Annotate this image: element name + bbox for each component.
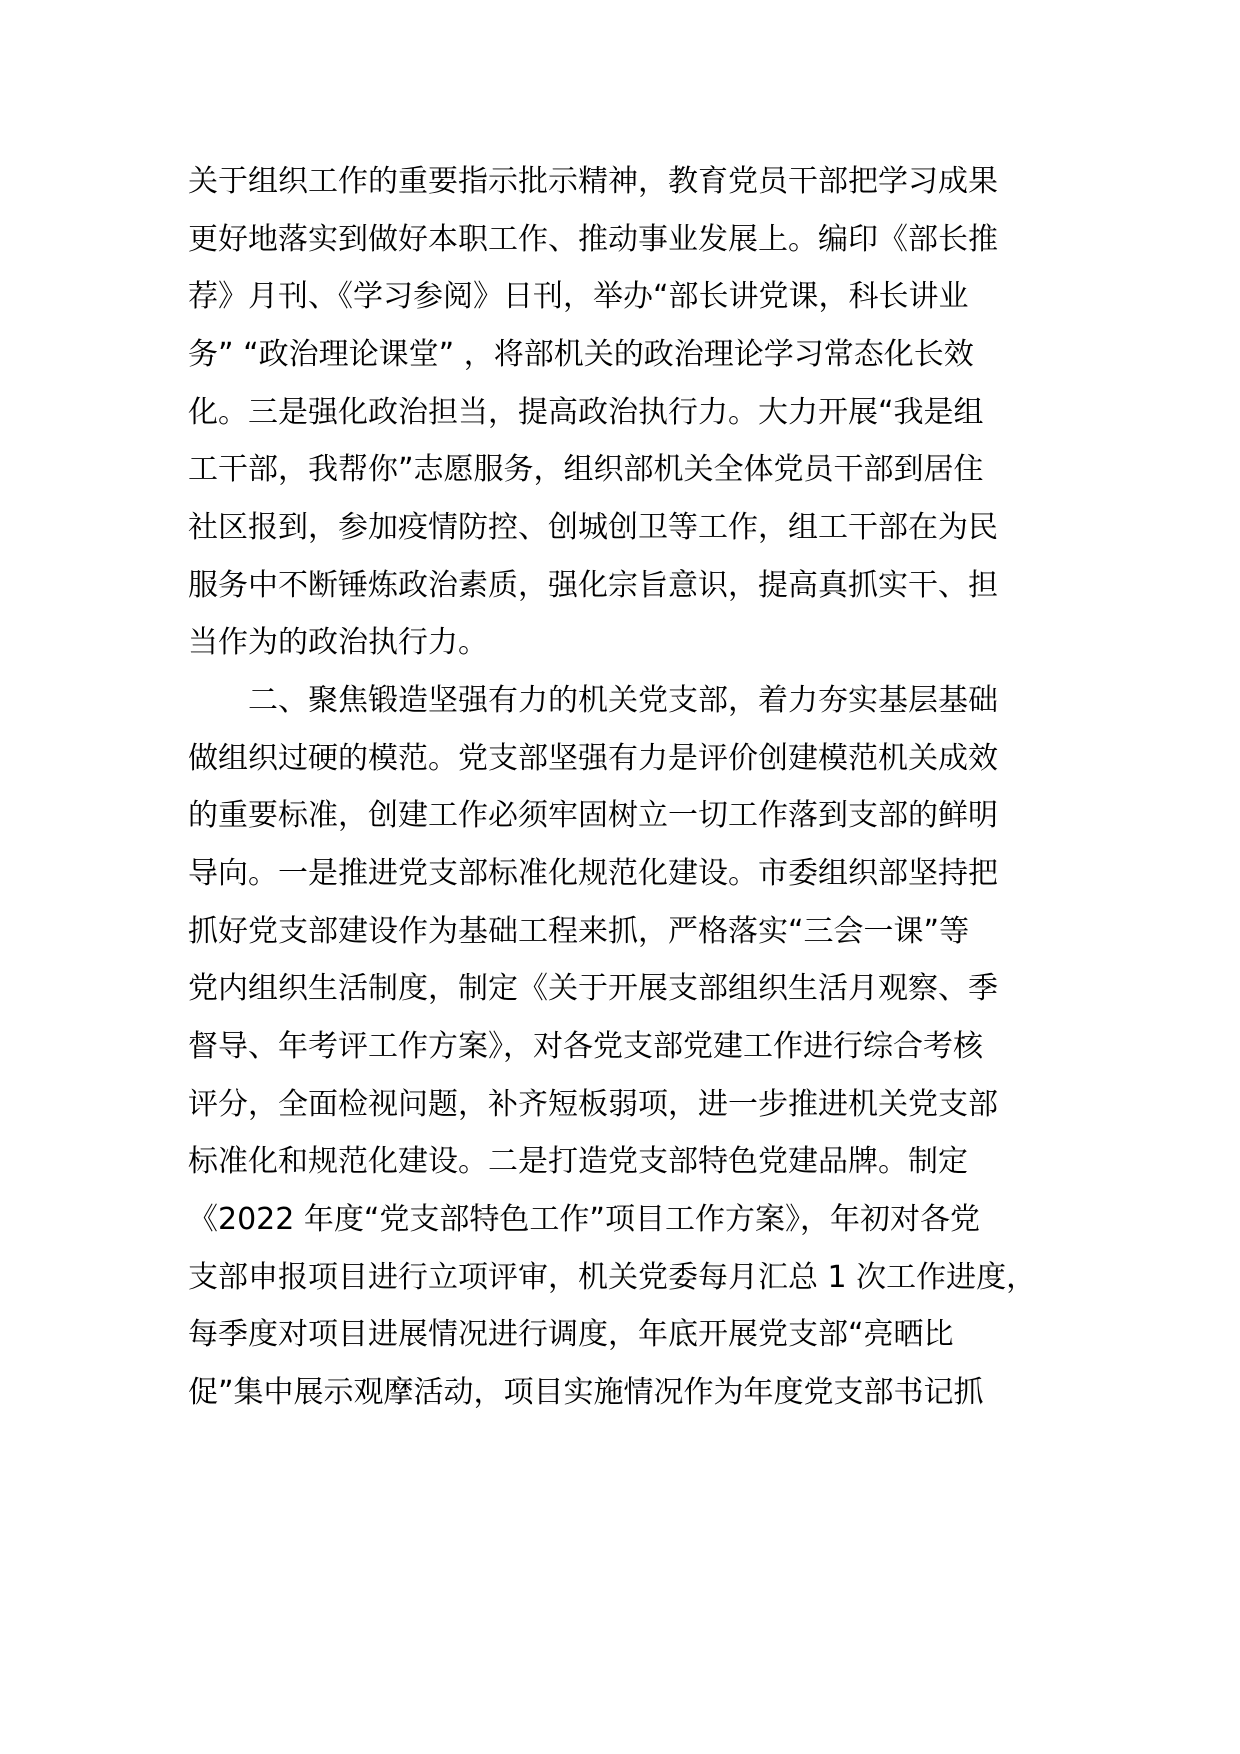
text-line: 党内组织生活制度，制定《关于开展支部组织生活月观察、季 xyxy=(188,971,998,1006)
paragraph-heading-line: 二、聚焦锻造坚强有力的机关党支部，着力夯实基层基础 xyxy=(248,683,998,718)
text-line: 导向。一是推进党支部标准化规范化建设。市委组织部坚持把 xyxy=(188,856,998,891)
text-line: 《2022 年度“党支部特色工作”项目工作方案》，年初对各党 xyxy=(188,1202,980,1237)
text-line: 关于组织工作的重要指示批示精神，教育党员干部把学习成果 xyxy=(188,164,998,199)
text-line: 务” “政治理论课堂” ，将部机关的政治理论学习常态化长效 xyxy=(188,337,974,372)
text-line: 抓好党支部建设作为基础工程来抓，严格落实“三会一课”等 xyxy=(188,914,970,949)
text-line: 荐》月刊、《学习参阅》日刊，举办“部长讲党课，科长讲业 xyxy=(188,279,969,314)
text-line: 标准化和规范化建设。二是打造党支部特色党建品牌。制定 xyxy=(188,1144,968,1179)
text-line: 每季度对项目进展情况进行调度，年底开展党支部“亮晒比 xyxy=(188,1317,954,1352)
text-line: 评分，全面检视问题，补齐短板弱项，进一步推进机关党支部 xyxy=(188,1087,998,1122)
text-line: 支部申报项目进行立项评审，机关党委每月汇总 1 次工作进度， xyxy=(188,1260,1037,1295)
text-line: 服务中不断锤炼政治素质，强化宗旨意识，提高真抓实干、担 xyxy=(188,568,998,603)
text-line: 工干部，我帮你”志愿服务，组织部机关全体党员干部到居住 xyxy=(188,452,984,487)
text-line: 的重要标准，创建工作必须牢固树立一切工作落到支部的鲜明 xyxy=(188,798,998,833)
text-line: 化。三是强化政治担当，提高政治执行力。大力开展“我是组 xyxy=(188,395,984,430)
text-line: 社区报到，参加疫情防控、创城创卫等工作，组工干部在为民 xyxy=(188,510,998,545)
text-line: 促”集中展示观摩活动，项目实施情况作为年度党支部书记抓 xyxy=(188,1375,984,1410)
text-line: 更好地落实到做好本职工作、推动事业发展上。编印《部长推 xyxy=(188,222,998,257)
text-line: 当作为的政治执行力。 xyxy=(188,625,488,660)
text-line: 做组织过硬的模范。党支部坚强有力是评价创建模范机关成效 xyxy=(188,741,998,776)
text-line: 督导、年考评工作方案》，对各党支部党建工作进行综合考核 xyxy=(188,1029,983,1064)
